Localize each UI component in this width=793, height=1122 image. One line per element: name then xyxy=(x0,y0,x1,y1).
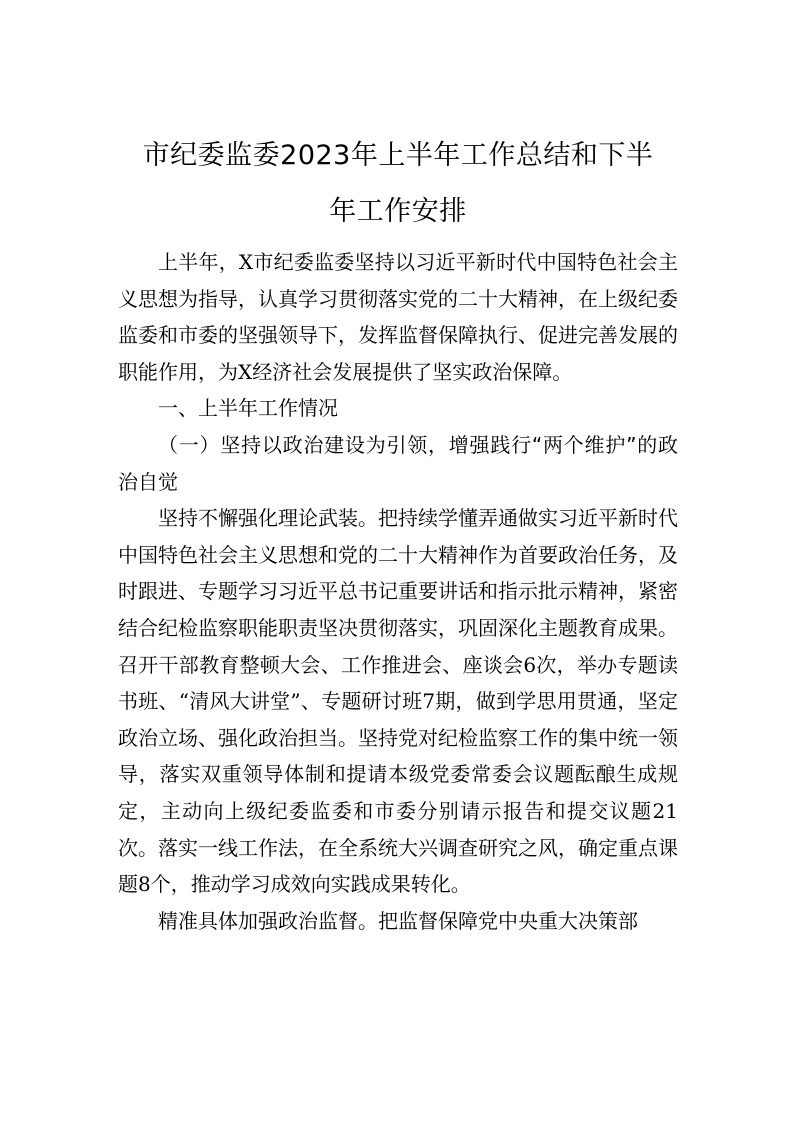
intro-paragraph: 上半年，X市纪委监委坚持以习近平新时代中国特色社会主义思想为指导，认真学习贯彻落实党的二十大精神，在上级纪委监委和市委的坚强领导下，发挥监督保障执行、促进完善发展的职能作用，为X经济社会发展提供了坚实政治保障。 xyxy=(118,250,678,384)
document-title-line-2: 年工作安排 xyxy=(329,196,467,227)
section-heading: 一、上半年工作情况 xyxy=(158,396,338,421)
subsection-heading: （一）坚持以政治建设为引领，增强践行“两个维护”的政治自觉 xyxy=(118,432,678,494)
body-paragraph: 精准具体加强政治监督。把监督保障党中央重大决策部 xyxy=(158,908,638,933)
document-title-line-1: 市纪委监委2023年上半年工作总结和下半 xyxy=(142,140,654,171)
document-body xyxy=(118,244,678,939)
body-paragraph: 坚持不懈强化理论武装。把持续学懂弄通做实习近平新时代中国特色社会主义思想和党的二十大精神作为首要政治任务，及时跟进、专题学习习近平总书记重要讲话和指示批示精神，紧密结合纪检监察职能职责坚决贯彻落实，巩固深化主题教育成果。召开干部教育整顿大会、工作推进会、座谈会6次，举办专题读书班、“清风大讲堂”、专题研讨班7期，做到学思用贯通，坚定政治立场、强化政治担当。坚持党对纪检监察工作的集中统一领导，落实双重领导体制和提请本级党委常委会议题酝酿生成规定，主动向上级纪委监委和市委分别请示报告和提交议题21次。落实一线工作法，在全系统大兴调查研究之风，确定重点课题8个，推动学习成效向实践成果转化。 xyxy=(118,506,678,897)
